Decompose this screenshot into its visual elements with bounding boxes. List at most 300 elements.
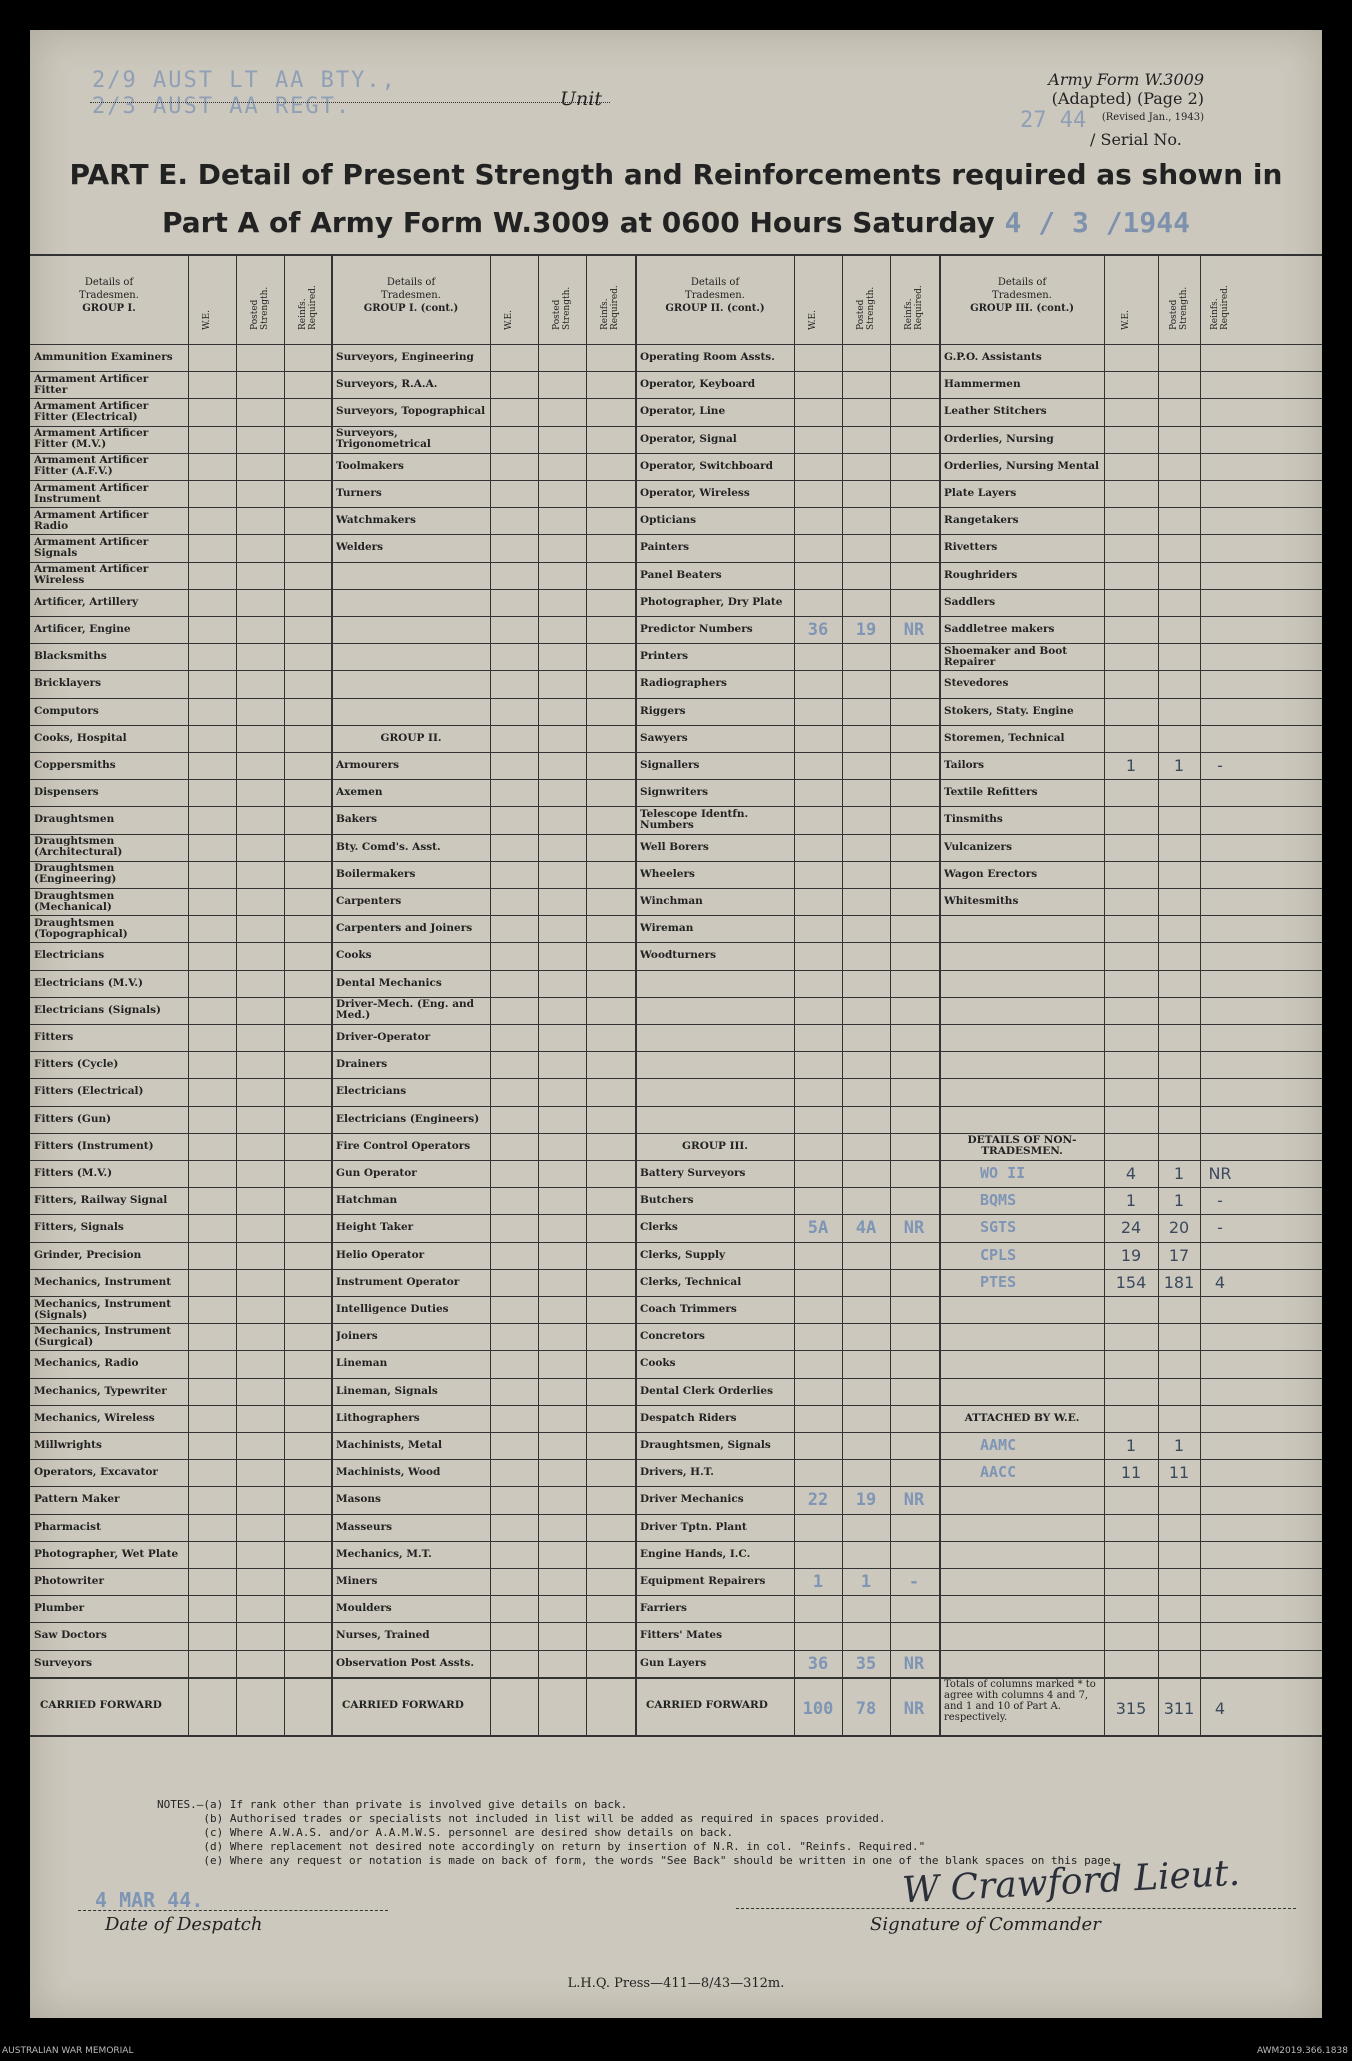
- tradesman-label: Riggers: [640, 704, 686, 717]
- table-cell: [34, 1432, 184, 1459]
- reinfs-required-header: Reinfs. Required.: [1210, 285, 1230, 330]
- table-cell: [944, 698, 1100, 725]
- tradesman-label: Fitters' Mates: [640, 1629, 723, 1642]
- note-c: (c) Where A.W.A.S. and/or A.A.M.W.S. personnel are desired show details on back.: [157, 1826, 734, 1839]
- tradesman-label: Axemen: [336, 786, 383, 799]
- tradesman-label: Millwrights: [34, 1439, 102, 1452]
- tradesman-label: Photographer, Dry Plate: [640, 595, 783, 608]
- table-cell: [336, 344, 486, 371]
- tradesman-label: Mechanics, Wireless: [34, 1411, 155, 1424]
- tradesman-label: Plate Layers: [944, 487, 1017, 500]
- tradesman-label: Draughtsmen (Architectural): [34, 835, 123, 859]
- tradesman-label: Height Taker: [336, 1221, 414, 1234]
- table-cell: [34, 806, 184, 833]
- ink-entry-we: 1: [812, 1572, 824, 1592]
- unit-stamp-line-1: 2/9 AUST LT AA BTY.,: [92, 68, 397, 93]
- table-cell: [34, 861, 184, 888]
- column-divider: [794, 254, 795, 1735]
- table-cell: [336, 1323, 486, 1350]
- tradesman-label: Cooks: [640, 1357, 676, 1370]
- table-cell: [34, 616, 184, 643]
- table-cell: [640, 1323, 790, 1350]
- tradesman-label: Driver-Mech. (Eng. and Med.): [336, 998, 474, 1022]
- tradesman-label: Signwriters: [640, 786, 709, 799]
- table-cell: [944, 1677, 1100, 1737]
- table-cell: [34, 1296, 184, 1323]
- tradesman-label: Surveyors, Engineering: [336, 351, 474, 364]
- tradesman-label: Electricians (Signals): [34, 1003, 162, 1016]
- ink-entry-posted: 4A: [855, 1218, 877, 1239]
- column-header-group: GROUP III. (cont.): [970, 303, 1074, 314]
- ink-entry-posted: 35: [855, 1653, 877, 1674]
- tradesman-label: Surveyors, Topographical: [336, 405, 486, 418]
- ink-entry-reinfs: NR: [903, 1698, 925, 1719]
- column-header-group: GROUP II. (cont.): [665, 303, 765, 314]
- tradesman-label: Equipment Repairers: [640, 1575, 766, 1588]
- unit-underline: [90, 102, 610, 103]
- tradesman-label: Fire Control Operators: [336, 1139, 471, 1152]
- ink-entry-we: 4: [1125, 1164, 1137, 1183]
- table-cell: [34, 1622, 184, 1649]
- column-divider: [284, 254, 285, 1735]
- ink-entry-reinfs: -: [1217, 756, 1223, 775]
- table-cell: [944, 398, 1100, 425]
- table-cell: [640, 1160, 790, 1187]
- tradesman-label: Miners: [336, 1575, 378, 1588]
- table-cell: [944, 834, 1100, 861]
- unit-label: Unit: [560, 88, 602, 110]
- tradesman-label: Mechanics, Instrument: [34, 1275, 172, 1288]
- table-cell: [640, 806, 790, 833]
- tradesman-label: GROUP III.: [682, 1139, 748, 1152]
- ink-entry-reinfs: -: [1217, 1191, 1223, 1211]
- tradesman-label: Cooks: [336, 949, 372, 962]
- table-cell: [944, 589, 1100, 616]
- table-cell: [34, 1568, 184, 1595]
- tradesman-label: Dental Clerk Orderlies: [640, 1384, 774, 1397]
- reinfs-required-header: Reinfs. Required.: [904, 285, 924, 330]
- table-cell: [944, 371, 1100, 398]
- tradesman-label: Nurses, Trained: [336, 1629, 430, 1642]
- tradesman-label: Masons: [336, 1493, 381, 1506]
- ink-entry-we: 5A: [807, 1218, 829, 1239]
- ink-entry-posted: 17: [1168, 1245, 1190, 1265]
- note-b: (b) Authorised trades or specialists not included in list will be added as required in spaces provided.: [157, 1812, 886, 1825]
- tradesman-label: Watchmakers: [336, 514, 416, 527]
- table-cell: [640, 1568, 790, 1595]
- tradesman-label: Photographer, Wet Plate: [34, 1547, 179, 1560]
- tradesman-label: AACC: [980, 1463, 1017, 1482]
- tradesman-label: Stokers, Staty. Engine: [944, 704, 1074, 717]
- tradesman-label: Orderlies, Nursing: [944, 432, 1054, 445]
- tradesman-label: Bricklayers: [34, 677, 102, 690]
- tradesman-label: Draughtsmen: [34, 813, 115, 826]
- tradesman-label: Saddlers: [944, 595, 996, 608]
- ink-entry-we: 154: [1115, 1272, 1147, 1292]
- tradesman-label: PTES: [980, 1272, 1017, 1291]
- tradesman-label: Leather Stitchers: [944, 405, 1047, 418]
- table-cell: [944, 806, 1100, 833]
- ink-entry-posted: 1: [860, 1572, 872, 1592]
- table-cell: [336, 1269, 486, 1296]
- tradesman-label: Electricians (M.V.): [34, 976, 144, 989]
- tradesman-label: Rivetters: [944, 541, 998, 554]
- table-cell: [640, 670, 790, 697]
- table-cell: [34, 562, 184, 589]
- table-cell: [336, 861, 486, 888]
- tradesman-label: Lithographers: [336, 1411, 420, 1424]
- table-cell: [640, 453, 790, 480]
- tradesman-label: GROUP II.: [380, 731, 442, 744]
- table-cell: [336, 1595, 486, 1622]
- table-cell: [336, 806, 486, 833]
- ink-entry-posted: 19: [855, 1490, 877, 1511]
- column-header-title: Details of Tradesmen.: [685, 277, 745, 301]
- column-header-2: [332, 276, 490, 315]
- footer-catalogue-number: AWM2019.366.1838: [1256, 2046, 1348, 2056]
- column-divider: [490, 254, 491, 1735]
- form-id-line-2: (Adapted) (Page 2): [1051, 89, 1204, 108]
- tradesman-label: Wireman: [640, 922, 694, 935]
- tradesman-label: Electricians: [34, 949, 105, 962]
- table-cell: [34, 1106, 184, 1133]
- tradesman-label: Surveyors: [34, 1656, 93, 1669]
- table-cell: [640, 861, 790, 888]
- table-cell: [944, 426, 1100, 453]
- form-id-line-3: (Revised Jan., 1943): [1101, 112, 1204, 123]
- form-page: [30, 30, 1322, 2018]
- tradesman-label: Telescope Identfn. Numbers: [640, 807, 749, 831]
- ink-entry-posted: 181: [1163, 1272, 1195, 1292]
- tradesman-label: Saw Doctors: [34, 1629, 107, 1642]
- table-cell: [336, 1350, 486, 1377]
- table-cell: [336, 1622, 486, 1649]
- tradesman-label: Fitters: [34, 1031, 74, 1044]
- tradesman-label: Concretors: [640, 1330, 705, 1343]
- tradesman-label: Orderlies, Nursing Mental: [944, 459, 1099, 472]
- table-cell: [34, 1650, 184, 1677]
- tradesman-label: Predictor Numbers: [640, 623, 753, 636]
- reinfs-required-header: Reinfs. Required.: [298, 285, 318, 330]
- tradesman-label: Grinder, Precision: [34, 1248, 142, 1261]
- tradesman-label: Machinists, Metal: [336, 1439, 442, 1452]
- tradesman-label: Clerks, Technical: [640, 1275, 742, 1288]
- table-cell: [640, 1541, 790, 1568]
- ink-entry-we: 24: [1120, 1218, 1142, 1238]
- table-cell: [640, 1622, 790, 1649]
- serial-stamp: 27 44: [1020, 108, 1087, 133]
- tradesman-label: Sawyers: [640, 731, 688, 744]
- tradesman-label: Operating Room Assts.: [640, 351, 775, 364]
- table-cell: [336, 453, 486, 480]
- column-divider: [188, 254, 189, 1735]
- table-cell: [640, 942, 790, 969]
- table-cell: [34, 779, 184, 806]
- table-cell: [34, 1350, 184, 1377]
- tradesman-label: Surveyors, Trigonometrical: [336, 427, 431, 451]
- ink-entry-we: 1: [1125, 1191, 1137, 1211]
- unit-stamp: [92, 68, 397, 120]
- tradesman-label: Well Borers: [640, 840, 709, 853]
- table-cell: [34, 1541, 184, 1568]
- column-divider: [586, 254, 587, 1735]
- tradesman-label: Coach Trimmers: [640, 1303, 737, 1316]
- tradesman-label: Turners: [336, 487, 382, 500]
- tradesman-label: Bakers: [336, 813, 378, 826]
- tradesman-label: Draughtsmen (Engineering): [34, 862, 117, 886]
- tradesman-label: Carpenters and Joiners: [336, 922, 473, 935]
- table-cell: [34, 1078, 184, 1105]
- tradesman-label: Artificer, Artillery: [34, 595, 139, 608]
- table-cell: [34, 534, 184, 561]
- table-cell: [34, 942, 184, 969]
- table-cell: [640, 398, 790, 425]
- note-e: (e) Where any request or notation is made on back of form, the words "See Back" should be written in one of the blank spaces on this page.: [157, 1854, 1118, 1867]
- table-cell: [640, 1677, 796, 1735]
- column-header-group: GROUP I.: [82, 303, 136, 314]
- ink-entry-reinfs: 4: [1214, 1272, 1226, 1292]
- table-cell: [336, 915, 486, 942]
- tradesman-label: Engine Hands, I.C.: [640, 1547, 751, 1560]
- tradesman-label: Roughriders: [944, 568, 1018, 581]
- table-cell: [34, 670, 184, 697]
- table-cell: [336, 1051, 486, 1078]
- column-divider: [842, 254, 843, 1735]
- tradesman-label: Opticians: [640, 514, 697, 527]
- table-cell: [336, 371, 486, 398]
- tradesman-label: Helio Operator: [336, 1248, 425, 1261]
- tradesman-label: CARRIED FORWARD: [342, 1699, 464, 1712]
- table-cell: [34, 1187, 184, 1214]
- table-cell: [34, 426, 184, 453]
- ink-entry-posted: 1: [1173, 1436, 1185, 1455]
- tradesman-label: Despatch Riders: [640, 1411, 737, 1424]
- tradesman-label: Mechanics, Radio: [34, 1357, 139, 1370]
- ink-entry-posted: 1: [1173, 1191, 1185, 1211]
- tradesman-label: Draughtsmen, Signals: [640, 1439, 771, 1452]
- title-line-2: [30, 206, 1322, 239]
- ink-entry-posted: 311: [1163, 1698, 1195, 1718]
- ink-entry-reinfs: NR: [1208, 1164, 1232, 1183]
- posted-strength-header: Posted Strength.: [856, 286, 876, 330]
- table-cell: [34, 1269, 184, 1296]
- table-cell: [336, 1514, 486, 1541]
- tradesman-label: Fitters (Gun): [34, 1112, 112, 1125]
- tradesman-label: Painters: [640, 541, 690, 554]
- ink-entry-we: 19: [1120, 1245, 1142, 1265]
- tradesman-label: Gun Operator: [336, 1167, 417, 1180]
- table-cell: [336, 398, 486, 425]
- table-bottom-border: [30, 1735, 1322, 1737]
- despatch-date-stamp: 4 MAR 44.: [95, 1888, 204, 1912]
- tradesman-label: Driver Mechanics: [640, 1493, 744, 1506]
- tradesman-label: Operators, Excavator: [34, 1466, 158, 1479]
- tradesman-label: Pharmacist: [34, 1520, 101, 1533]
- column-divider: [236, 254, 237, 1735]
- tradesman-label: Armament Artificer Signals: [34, 535, 149, 559]
- tradesman-label: Electricians (Engineers): [336, 1112, 480, 1125]
- tradesman-label: Coppersmiths: [34, 759, 116, 772]
- ink-entry-reinfs: -: [908, 1572, 920, 1592]
- table-cell: [944, 752, 1100, 779]
- table-cell: [336, 942, 486, 969]
- tradesman-label: Panel Beaters: [640, 568, 722, 581]
- tradesman-label: Observation Post Assts.: [336, 1656, 475, 1669]
- tradesman-label: Bty. Comd's. Asst.: [336, 840, 441, 853]
- tradesman-label: Tinsmiths: [944, 813, 1003, 826]
- tradesman-label: Totals of columns marked * to agree with columns 4 and 7, and 1 and 10 of Part A. respectively.: [944, 1678, 1096, 1723]
- table-cell: [34, 888, 184, 915]
- block-divider: [635, 254, 637, 1735]
- tradesman-label: Dental Mechanics: [336, 976, 442, 989]
- posted-strength-header: Posted Strength.: [250, 286, 270, 330]
- table-cell: [336, 997, 486, 1024]
- tradesman-label: Drivers, H.T.: [640, 1466, 714, 1479]
- tradesman-label: Mechanics, M.T.: [336, 1547, 432, 1560]
- tradesman-label: Joiners: [336, 1330, 378, 1343]
- table-cell: [336, 1133, 486, 1160]
- ink-entry-we: 36: [807, 1653, 829, 1674]
- tradesman-label: DETAILS OF NON-TRADESMEN.: [967, 1134, 1077, 1158]
- column-divider: [1158, 254, 1159, 1735]
- row-divider: [30, 997, 1322, 998]
- tradesman-label: Fitters (Instrument): [34, 1139, 154, 1152]
- tradesman-label: Blacksmiths: [34, 650, 107, 663]
- table-cell: [640, 480, 790, 507]
- table-cell: [336, 725, 486, 752]
- table-cell: [640, 1350, 790, 1377]
- table-cell: [944, 1133, 1100, 1160]
- tradesman-label: Whitesmiths: [944, 895, 1019, 908]
- table-cell: [944, 1405, 1100, 1432]
- tradesman-label: Hammermen: [944, 378, 1021, 391]
- title-line-2-text: Part A of Army Form W.3009 at 0600 Hours Saturday: [162, 206, 995, 239]
- table-cell: [640, 888, 790, 915]
- tradesman-label: Armament Artificer Fitter (M.V.): [34, 427, 149, 451]
- we-header: W.E.: [504, 310, 514, 330]
- table-cell: [640, 1432, 790, 1459]
- column-header-3: [636, 276, 794, 315]
- table-cell: [640, 507, 790, 534]
- table-cell: [34, 1514, 184, 1541]
- tradesman-label: Shoemaker and Boot Repairer: [944, 644, 1068, 668]
- column-header-title: Details of Tradesmen.: [992, 277, 1052, 301]
- table-cell: [336, 1459, 486, 1486]
- table-cell: [34, 970, 184, 997]
- table-cell: [640, 562, 790, 589]
- tradesman-label: Armament Artificer Fitter (A.F.V.): [34, 454, 149, 478]
- table-cell: [34, 1160, 184, 1187]
- table-cell: [336, 507, 486, 534]
- tradesman-label: Armament Artificer Instrument: [34, 481, 149, 505]
- tradesman-label: Tailors: [944, 759, 985, 772]
- tradesman-label: Drainers: [336, 1058, 388, 1071]
- table-cell: [640, 1296, 790, 1323]
- table-cell: [944, 888, 1100, 915]
- tradesman-label: G.P.O. Assistants: [944, 351, 1042, 364]
- unit-stamp-line-2: 2/3 AUST AA REGT.: [92, 94, 352, 119]
- tradesman-label: Fitters (Electrical): [34, 1085, 144, 1098]
- column-header-title: Details of Tradesmen.: [79, 277, 139, 301]
- ink-entry-posted: 20: [1168, 1218, 1190, 1238]
- tradesman-label: CPLS: [980, 1245, 1017, 1264]
- table-cell: [944, 861, 1100, 888]
- table-cell: [34, 1051, 184, 1078]
- ink-entry-reinfs: -: [1217, 1218, 1223, 1238]
- reinfs-required-header: Reinfs. Required.: [600, 285, 620, 330]
- table-cell: [336, 1486, 486, 1513]
- tradesman-label: Photowriter: [34, 1575, 105, 1588]
- tradesman-label: Mechanics, Instrument (Signals): [34, 1297, 172, 1321]
- table-cell: [336, 888, 486, 915]
- table-cell: [944, 670, 1100, 697]
- table-cell: [944, 344, 1100, 371]
- tradesman-label: Radiographers: [640, 677, 727, 690]
- table-cell: [34, 453, 184, 480]
- tradesman-label: Computors: [34, 704, 99, 717]
- row-divider: [30, 1078, 1322, 1079]
- table-cell: [336, 1541, 486, 1568]
- ink-entry-reinfs: NR: [903, 1653, 925, 1674]
- tradesman-label: Masseurs: [336, 1520, 393, 1533]
- table-cell: [34, 1459, 184, 1486]
- table-cell: [944, 534, 1100, 561]
- tradesman-label: Draughtsmen (Mechanical): [34, 889, 115, 913]
- title-date: 4 / 3 /1944: [1004, 206, 1190, 239]
- column-header-4: [940, 276, 1104, 315]
- tradesman-label: Fitters, Signals: [34, 1221, 124, 1234]
- we-header: W.E.: [1121, 310, 1131, 330]
- tradesman-label: Clerks: [640, 1221, 678, 1234]
- tradesman-label: Armament Artificer Wireless: [34, 563, 149, 587]
- ink-entry-we: 11: [1120, 1463, 1142, 1483]
- table-cell: [336, 480, 486, 507]
- posted-strength-header: Posted Strength.: [1169, 286, 1189, 330]
- table-cell: [944, 616, 1100, 643]
- row-divider: [30, 1024, 1322, 1025]
- tradesman-label: Driver-Operator: [336, 1031, 431, 1044]
- table-cell: [34, 752, 184, 779]
- table-cell: [640, 779, 790, 806]
- despatch-line: [78, 1910, 388, 1911]
- ink-entry-posted: 1: [1173, 756, 1185, 775]
- table-cell: [336, 1242, 486, 1269]
- tradesman-label: Mechanics, Instrument (Surgical): [34, 1324, 172, 1348]
- table-cell: [640, 1214, 790, 1241]
- tradesman-label: Battery Surveyors: [640, 1167, 746, 1180]
- table-cell: [336, 834, 486, 861]
- column-header-title: Details of Tradesmen.: [381, 277, 441, 301]
- table-cell: [336, 426, 486, 453]
- we-header: W.E.: [808, 310, 818, 330]
- table-cell: [34, 1405, 184, 1432]
- tradesman-label: Boilermakers: [336, 867, 416, 880]
- table-cell: [640, 725, 790, 752]
- carried-forward-divider: [30, 1677, 1322, 1679]
- tradesman-label: Lineman, Signals: [336, 1384, 438, 1397]
- table-cell: [34, 344, 184, 371]
- table-cell: [336, 1160, 486, 1187]
- table-cell: [640, 1459, 790, 1486]
- table-cell: [34, 834, 184, 861]
- column-header-1: [30, 276, 188, 315]
- column-header-group: GROUP I. (cont.): [363, 303, 459, 314]
- despatch-label: Date of Despatch: [105, 1914, 263, 1935]
- tradesman-label: Armament Artificer Fitter (Electrical): [34, 399, 149, 423]
- table-cell: [640, 1514, 790, 1541]
- table-cell: [34, 997, 184, 1024]
- table-cell: [640, 752, 790, 779]
